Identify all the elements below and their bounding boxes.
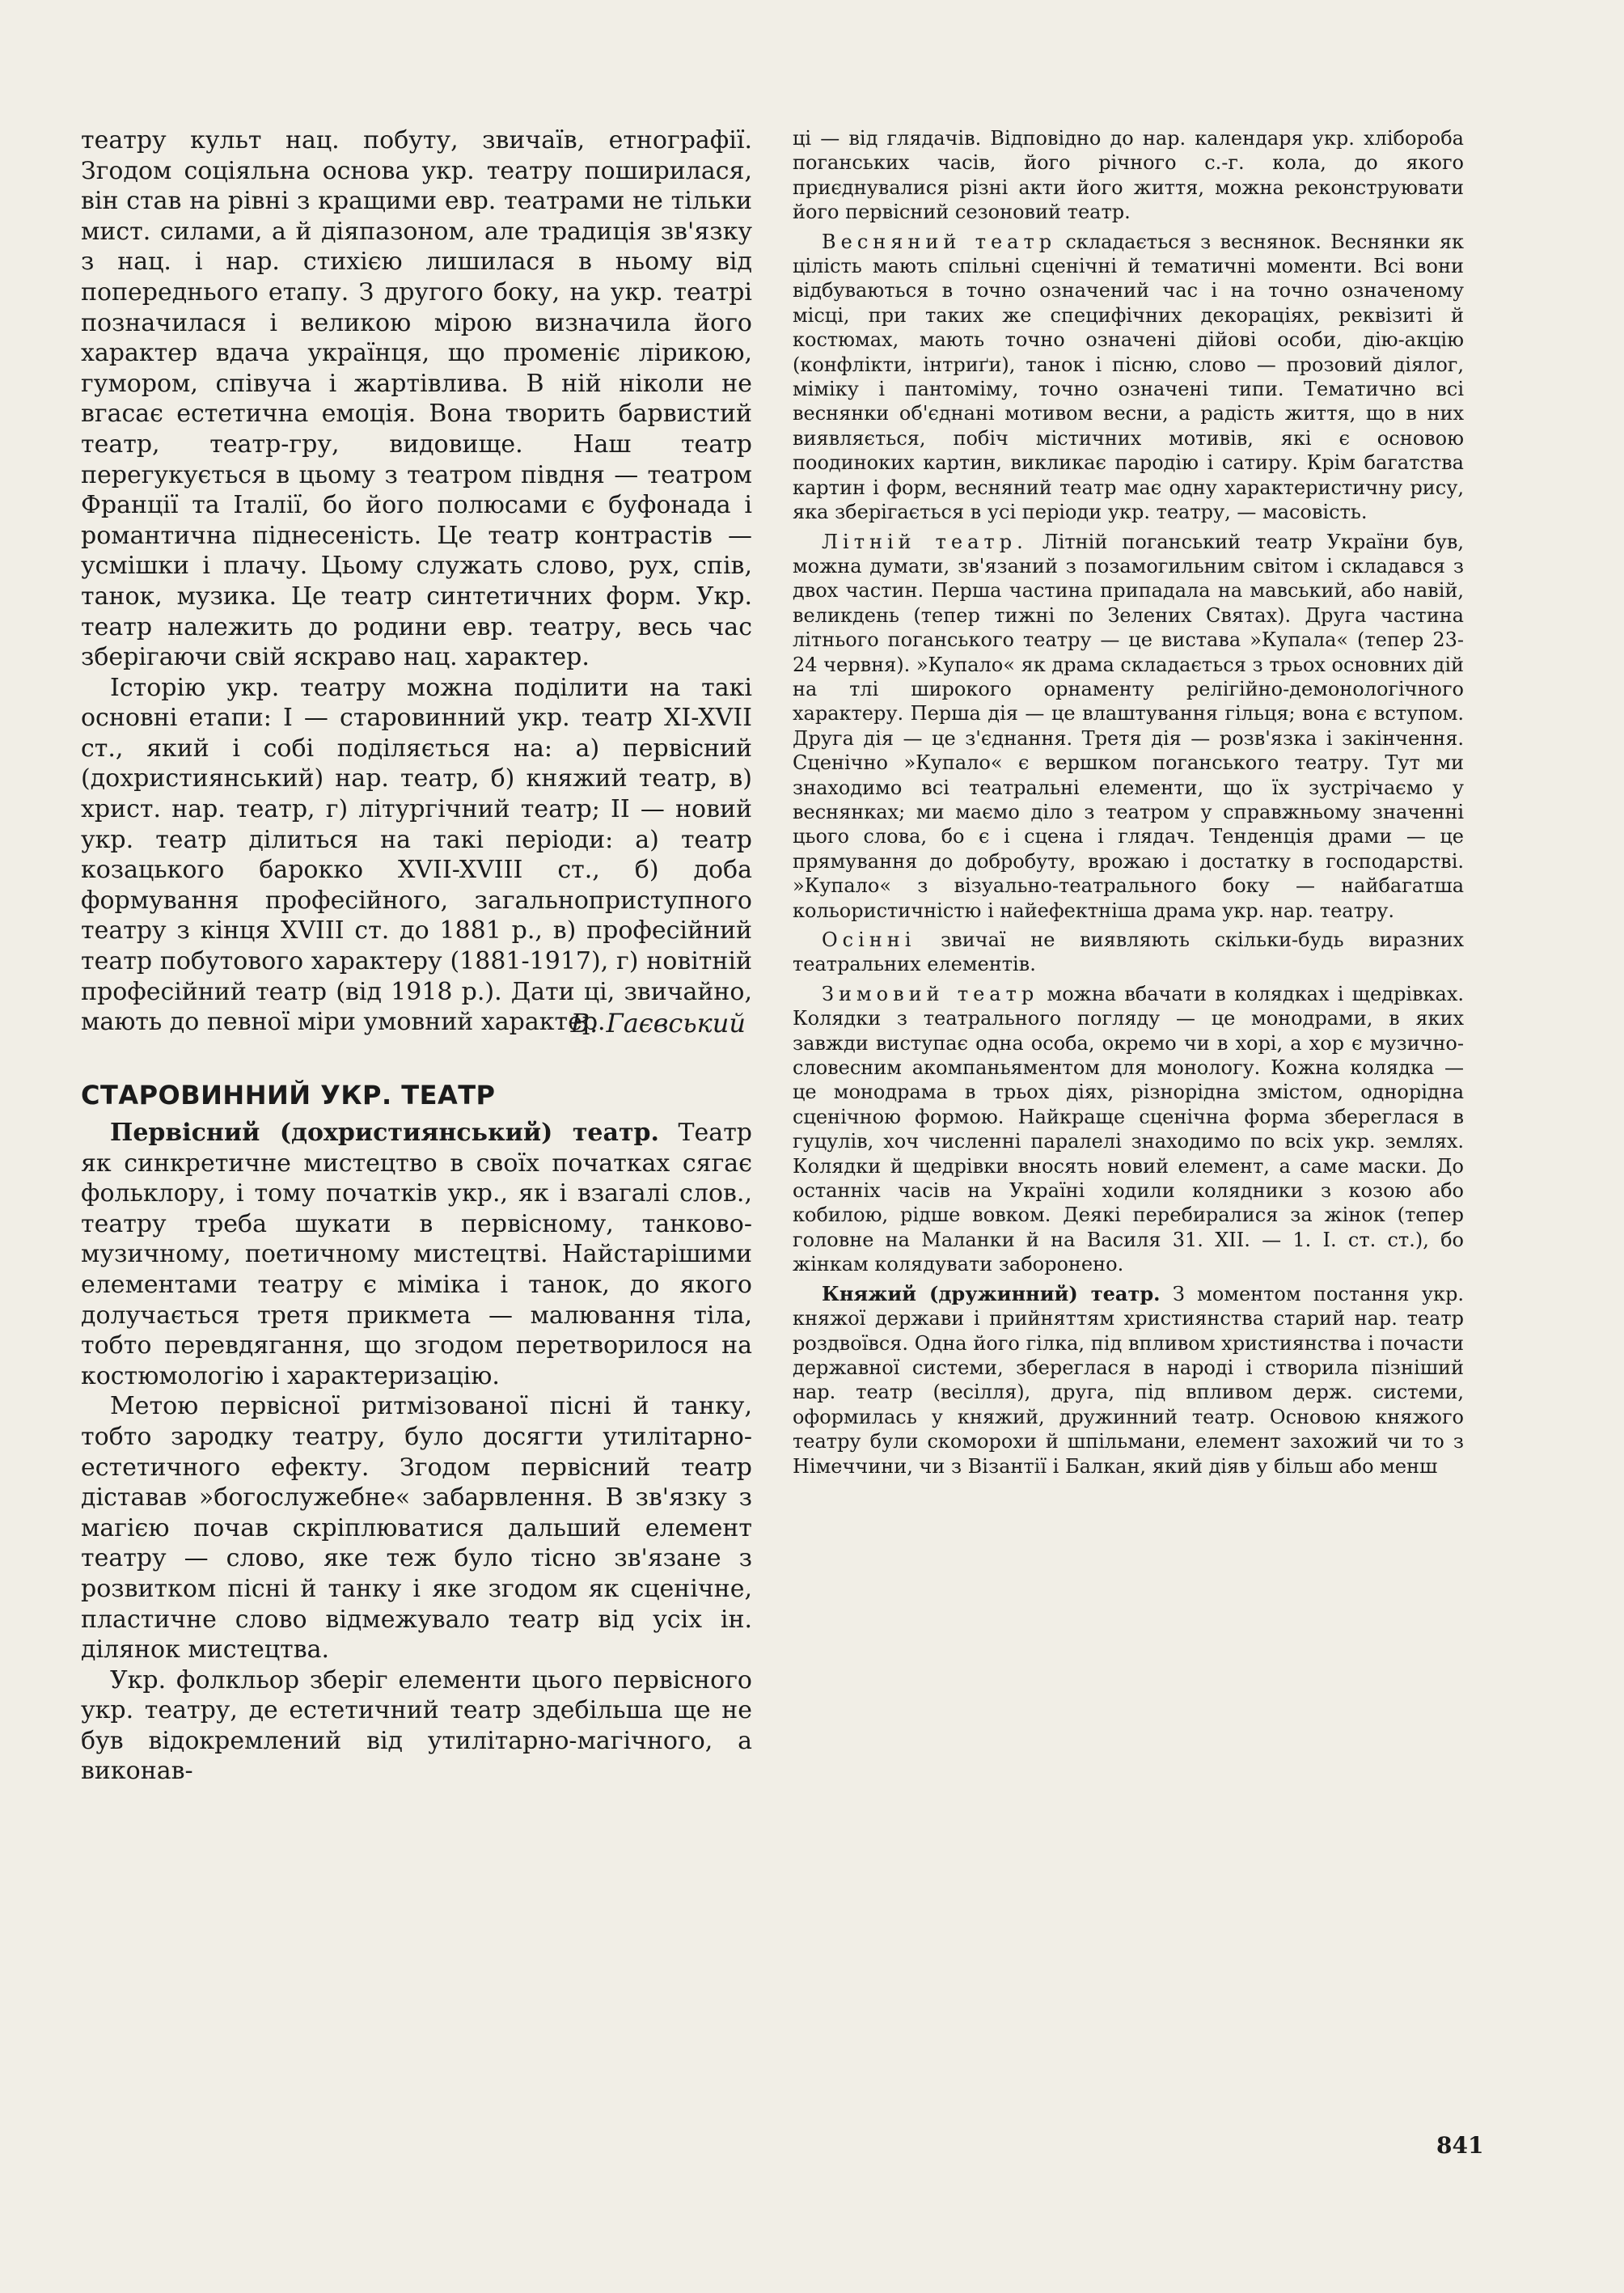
paragraph-lead: Первісний (дохристиянський) театр.: [110, 1119, 659, 1147]
paragraph: [793, 1282, 1464, 1479]
paragraph-lead: Літній театр.: [822, 530, 1028, 553]
paragraph-lead: Весняний театр: [822, 230, 1057, 253]
paragraph-text: можна вбачати в колядках і щедрівках. Колядки з театрального погляду — це монодрами, в яких завжди виступає одна особа, окремо чи в хорі, а хор є музично-словесним акомпаньяментом для монологу. Кожна колядка — це монодрама в трьох діях, різнорідна змістом, однорідна сценічною формою. Найкраще сценічна форма збереглася в гуцулів, хоч численні паралелі знаходимо по всіх укр. землях. Колядки й щедрівки вносять новий елемент, а саме маски. До останніх часів на Україні ходили колядники з козою або кобилою, рідше вовком. Деякі перебиралися за жінок (тепер головне на Маланки й на Василя 31. XII. — 1. I. ст. ст.), бо жінкам колядувати заборонено.: [793, 982, 1464, 1276]
paragraph-text: складається з веснянок. Веснянки як цілість мають спільні сценічні й тематичні моменти. Всі вони відбуваються в точно означений час і на точно означеному місці, при таких же специфічних декораціях, реквізиті й костюмах, мають точно означені дійові особи, дію-акцію (конфлікти, інтриґи), танок і пісню, слово — прозовий діялог, міміку і пантоміму, точно означені типи. Тематично всі веснянки об'єднані мотивом весни, а радість життя, що в них виявляється, побіч містичних мотивів, які є основою поодиноких картин, викликає пародію і сатиру. Крім багатства картин і форм, весняний театр має одну характеристичну рису, яка зберігається в усі періоди укр. театру, — масовість.: [793, 230, 1464, 524]
paragraph-text: З моментом постання укр. княжої держави і прийняттям християнства старий нар. театр роздвоївся. Одна його гілка, під впливом християнства і почасти державної системи, збереглася в народі і створила пізніший нар. театр (весілля), друга, під впливом держ. системи, оформилась у княжий, дружинний театр. Основою княжого театру були скоморохи й шпільмани, елемент захожий чи то з Німеччини, чи з Візантії і Балкан, який діяв у більш або менш: [793, 1282, 1464, 1478]
paragraph: [793, 982, 1464, 1277]
paragraph: [793, 928, 1464, 977]
paragraph-lead: Зимовий театр: [822, 982, 1039, 1005]
paragraph-lead: Княжий (дружинний) театр.: [822, 1281, 1161, 1305]
paragraph: [81, 1118, 752, 1391]
paragraph: [793, 530, 1464, 924]
right-column: [793, 126, 1464, 1483]
section-title: СТАРОВИННИЙ УКР. ТЕАТР: [81, 1080, 496, 1111]
paragraph-text: Театр як синкретичне мистецтво в своїх початках сягає фольклору, і тому початків укр., як і взагалі слов., театру треба шукати в первісному, танково-музичному, поетичному мистецтві. Найстарішими елементами театру є міміка і танок, до якого долучається третя прикмета — малювання тіла, тобто перевдягання, що згодом перетворилося на костюмологію і характеризацію.: [81, 1119, 752, 1390]
paragraph-text: Літній поганський театр України був, можна думати, зв'язаний з позамогильним світом і складався з двох частин. Перша частина припадала на мавський, або навій, великдень (тепер тижні по Зелених Святах). Друга частина літнього поганського театру — це вистава »Купала« (тепер 23-24 червня). »Купало« як драма складається з трьох основних дій на тлі широкого орнаменту релігійно-демонологічного характеру. Перша дія — це влаштування гільця; вона є вступом. Друга дія — це з'єднання. Третя дія — розв'язка і закінчення. Сценічно »Купало« є вершком поганського театру. Тут ми знаходимо всі театральні елементи, що їх зустрічаємо у веснянках; ми маємо діло з театром у справжньому значенні цього слова, бо є і сцена і глядач. Тенденція драми — це прямування до добробуту, врожаю і достатку в господарстві. »Купало« з візуально-театрального боку — найбагатша кольористичністю і найефектніша драма укр. нар. театру.: [793, 530, 1464, 922]
paragraph: [793, 230, 1464, 525]
paragraph-lead: Осінні: [822, 929, 916, 951]
page-number: 841: [1436, 2132, 1484, 2159]
paragraph: Метою первісної ритмізованої пісні й танку, тобто зародку театру, було досягти утилітарно-естетичного ефекту. Згодом первісний театр діставав »богослужебне« забарвлення. В зв'язку з магією почав скріплюватися дальший елемент театру — слово, яке теж було тісно зв'язане з розвитком пісні й танку і яке згодом як сценічне, пластичне слово відмежувало театр від усіх ін. ділянок мистецтва.: [81, 1392, 752, 1665]
paragraph-text: звичаї не виявляють скільки-будь виразних театральних елементів.: [793, 929, 1464, 976]
left-column: [81, 125, 752, 1787]
author-signature: В. Гаєвський: [570, 1007, 746, 1039]
paragraph: Історію укр. театру можна поділити на такі основні етапи: I — старовинний укр. театр XI-XVII ст., який і собі поділяється на: а) первісний (дохристиянський) нар. театр, б) княжий театр, в) христ. нар. театр, г) літургічний театр; II — новий укр. театр ділиться на такі періоди: а) театр козацького барокко XVII-XVIII ст., б) доба формування професійного, загальноприступного театру з кінця XVIII ст. до 1881 р., в) професійний театр побутового характеру (1881-1917), г) новітній професійний театр (від 1918 р.). Дати ці, звичайно, мають до певної міри умовний характер.: [81, 673, 752, 1037]
paragraph: ці — від глядачів. Відповідно до нар. календаря укр. хлібороба поганських часів, його річного с.-г. кола, до якого приєднувалися різні акти його життя, можна реконструювати його первісний сезоновий театр.: [793, 127, 1464, 224]
paragraph: Укр. фолкльор зберіг елементи цього первісного укр. театру, де естетичний театр здебільша ще не був відокремлений від утилітарно-магічного, а виконав-: [81, 1665, 752, 1786]
paragraph: театру культ нац. побуту, звичаїв, етнографії. Згодом соціяльна основа укр. театру поширилася, він став на рівні з кращими евр. театрами не тільки мист. силами, а й діяпазоном, але традиція зв'язку з нац. і нар. стихією лишилася в ньому від попереднього етапу. З другого боку, на укр. театрі позначилася і великою мірою визначила його характер вдача українця, що променіє лірикою, гумором, співуча і жартівлива. В ній ніколи не вгасає естетична емоція. Вона творить барвистий театр, театр-гру, видовище. Наш театр перегукується в цьому з театром півдня — театром Франції та Італії, бо його полюсами є буфонада і романтична піднесеність. Це театр контрастів — усмішки і плачу. Цьому служать слово, рух, спів, танок, музика. Це театр синтетичних форм. Укр. театр належить до родини евр. театру, весь час зберігаючи свій яскраво нац. характер.: [81, 126, 752, 672]
